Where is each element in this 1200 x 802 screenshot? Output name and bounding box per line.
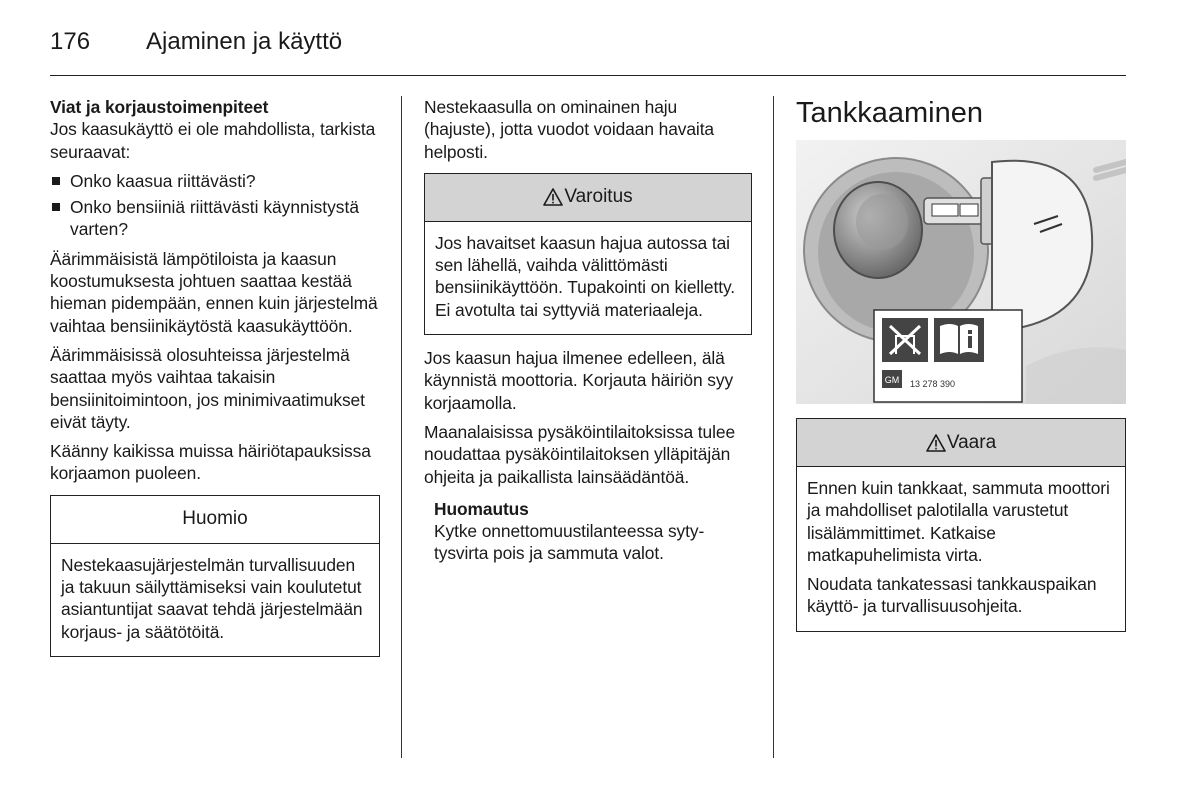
column-divider [773,96,774,758]
bullet-icon [52,177,60,185]
chapter-title: Ajaminen ja käyttö [146,28,343,55]
column-left [50,96,380,657]
bullet-icon [52,203,60,211]
warning-header [425,174,751,222]
warning-triangle-icon [543,188,563,206]
paragraph: Jos kaasun hajua ilmenee edelleen, älä käynnistä moottoria. Korjauta häiriön syy korjaamolla. [424,348,734,413]
warning-text: Jos havaitset kaasun hajua autossa tai sen lähellä, vaihda välittömästi bensiinikäyttöön. Tupakointi on kielletty. Ei avotulta tai syttyviä materiaaleja. [435,232,735,320]
section-subheading: Viat ja korjaustoimenpiteet [50,97,269,117]
list-item [50,196,380,241]
danger-box [796,418,1126,632]
warning-title: Varoitus [564,186,633,208]
paragraph: Maanalaisissa pysäköintilaitoksissa tulee noudattaa pysäköintilaitoksen ylläpitäjän ohjeita ja paikallista lainsäädäntöä. [424,421,736,487]
paragraph: Nestekaasulla on ominainen haju (hajuste), jotta vuodot voidaan havaita helposti. [424,97,715,162]
danger-text: Ennen kuin tankkaat, sammuta moottori ja mahdolliset palotilalla varustetut lisälämmittimet. Katkaise matkapuhelimista virta. [807,478,1110,565]
page-number: 176 [50,28,91,55]
warning-box [424,173,752,335]
notice-title: Huomio [51,496,379,544]
fuel-filler-illustration [796,140,1126,404]
notice-box [50,495,380,657]
paragraph: Äärimmäisistä lämpötiloista ja kaasun koostumuksesta johtuen saattaa kestää hieman pidempään, ennen kuin järjestelmä vaihtaa bensiinikäytöstä kaasukäyttöön. [50,248,378,336]
note-text: Kytke onnettomuustilanteessa sytytysvirta pois ja sammuta valot. [434,521,705,564]
column-middle [424,96,752,572]
note-block [424,498,752,565]
column-right [796,96,1126,632]
danger-title: Vaara [946,431,997,453]
illustration-brand: GM [884,375,900,385]
note-title: Huomautus [434,498,529,519]
list-item-text: Onko kaasua riittävästi? [70,170,256,191]
danger-text: Noudata tankatessasi tankkauspaikan käyttö- ja turvallisuusohjeita. [807,574,1097,617]
list-item-text: Onko bensiiniä riittävästi käynnistystä varten? [70,197,360,240]
section-title: Tankkaaminen [796,97,983,129]
paragraph: Käänny kaikissa muissa häiriötapauksissa korjaamon puoleen. [50,441,371,484]
page-header [50,28,1126,76]
list-item [50,170,380,192]
checklist [50,170,380,241]
paragraph: Äärimmäisissä olosuhteissa järjestelmä saattaa myös vaihtaa takaisin bensiinitoimintoon, jos minimivaatimukset eivät täyty. [50,344,365,432]
danger-header [797,419,1125,467]
illustration-part-number: 13 278 390 [910,379,956,389]
warning-triangle-icon [926,434,946,452]
notice-text: Nestekaasujärjestelmän turvallisuuden ja takuun säilyttämiseksi vain koulutetut asiantuntijat saavat tehdä järjestelmään korjaus- ja säätötöitä. [61,554,363,642]
column-divider [401,96,402,758]
paragraph: Jos kaasukäyttö ei ole mahdollista, tarkista seuraavat: [50,119,376,162]
